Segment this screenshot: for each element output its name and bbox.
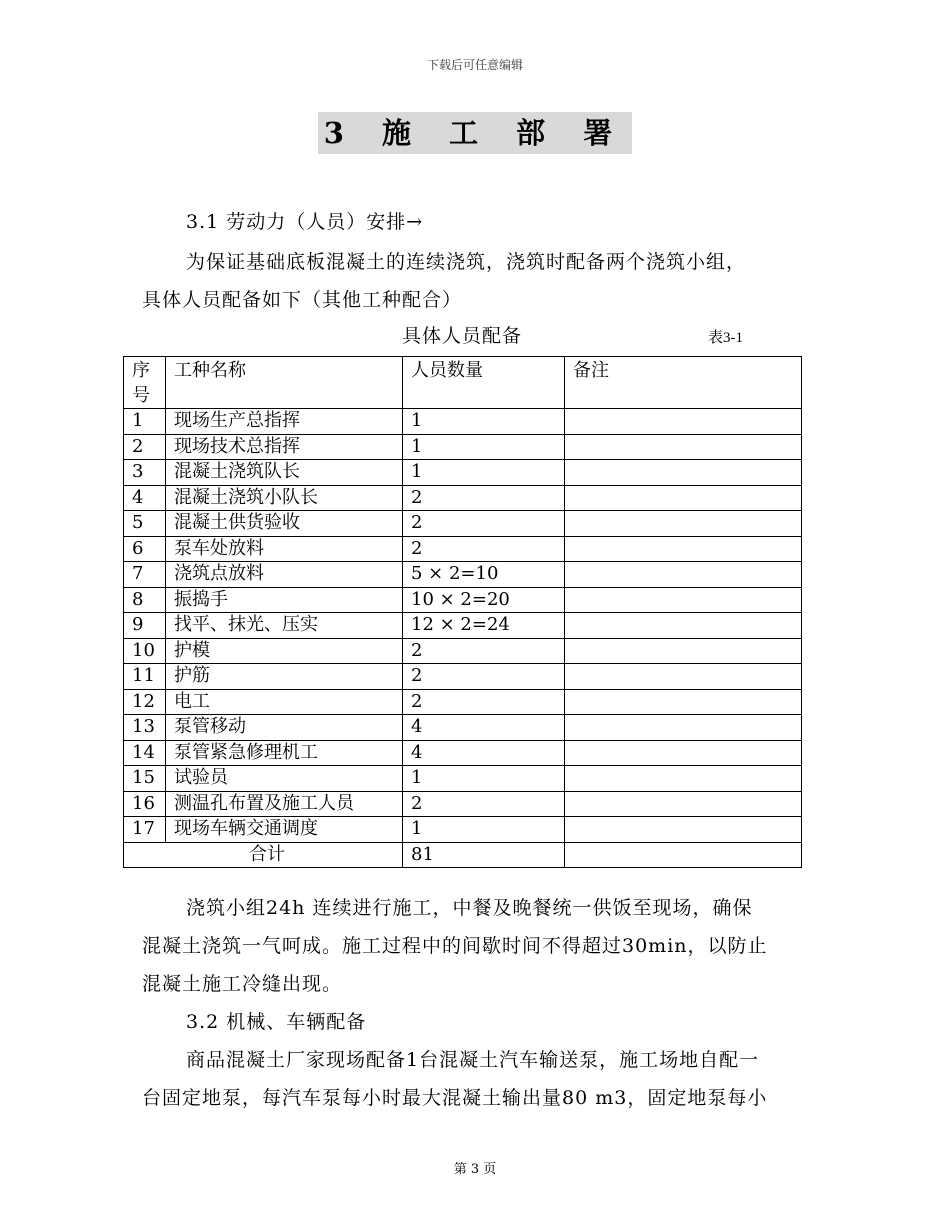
cell-note	[565, 460, 802, 486]
cell-count: 2	[403, 638, 565, 664]
cell-no: 3	[124, 460, 166, 486]
header-note: 下载后可任意编辑	[426, 58, 523, 72]
cell-type: 护筋	[166, 664, 403, 690]
cell-count: 2	[403, 664, 565, 690]
cell-note	[565, 434, 802, 460]
section-3-2-line-2: 台固定地泵，每汽车泵每小时最大混凝土输出量80 m3，固定地泵每小	[142, 1087, 768, 1109]
staff-table	[123, 356, 802, 868]
table-caption: 具体人员配备	[402, 325, 523, 347]
cell-no: 1	[124, 409, 166, 435]
table-row	[124, 536, 802, 562]
cell-count: 2	[403, 485, 565, 511]
cell-note	[565, 613, 802, 639]
cell-no: 16	[124, 791, 166, 817]
cell-note	[565, 817, 802, 843]
cell-note	[565, 536, 802, 562]
header-type: 工种名称	[166, 357, 403, 409]
cell-no: 17	[124, 817, 166, 843]
cell-count: 1	[403, 766, 565, 792]
intro-paragraph-line-1: 为保证基础底板混凝土的连续浇筑，浇筑时配备两个浇筑小组，	[186, 251, 747, 273]
table-total-row	[124, 842, 802, 868]
total-value: 81	[403, 842, 565, 868]
cell-note	[565, 562, 802, 588]
cell-note	[565, 740, 802, 766]
cell-no: 7	[124, 562, 166, 588]
cell-count: 2	[403, 791, 565, 817]
cell-type: 试验员	[166, 766, 403, 792]
cell-type: 现场技术总指挥	[166, 434, 403, 460]
table-row	[124, 409, 802, 435]
header-no: 序号	[124, 357, 166, 409]
cell-type: 振捣手	[166, 587, 403, 613]
cell-count: 1	[403, 409, 565, 435]
table-row	[124, 715, 802, 741]
cell-type: 现场车辆交通调度	[166, 817, 403, 843]
cell-note	[565, 638, 802, 664]
page-title: 3 施 工 部 署	[318, 112, 633, 154]
cell-type: 泵管移动	[166, 715, 403, 741]
table-row	[124, 664, 802, 690]
cell-type: 现场生产总指挥	[166, 409, 403, 435]
header-count: 人员数量	[403, 357, 565, 409]
page-footer: 第 3 页	[453, 1162, 497, 1177]
cell-type: 泵车处放料	[166, 536, 403, 562]
cell-note	[565, 689, 802, 715]
cell-count: 5 × 2=10	[403, 562, 565, 588]
section-3-2-line-1: 商品混凝土厂家现场配备1台混凝土汽车输送泵，施工场地自配一	[186, 1049, 760, 1071]
cell-note	[565, 715, 802, 741]
cell-type: 混凝土供货验收	[166, 511, 403, 537]
cell-note	[565, 511, 802, 537]
cell-type: 电工	[166, 689, 403, 715]
table-row	[124, 766, 802, 792]
total-note	[565, 842, 802, 868]
section-3-1-heading: 3.1 劳动力（人员）安排→	[186, 211, 424, 233]
cell-no: 11	[124, 664, 166, 690]
cell-type: 泵管紧急修理机工	[166, 740, 403, 766]
cell-no: 4	[124, 485, 166, 511]
table-row	[124, 434, 802, 460]
table-row	[124, 791, 802, 817]
paragraph-line-3: 混凝土施工冷缝出现。	[142, 973, 343, 995]
cell-no: 2	[124, 434, 166, 460]
table-row	[124, 485, 802, 511]
cell-count: 12 × 2=24	[403, 613, 565, 639]
table-row	[124, 689, 802, 715]
cell-no: 10	[124, 638, 166, 664]
intro-paragraph-line-2: 具体人员配备如下（其他工种配合）	[142, 289, 463, 311]
table-row	[124, 562, 802, 588]
cell-type: 护模	[166, 638, 403, 664]
header-note: 备注	[565, 357, 802, 409]
title-container	[0, 112, 950, 154]
cell-count: 4	[403, 715, 565, 741]
cell-count: 1	[403, 434, 565, 460]
cell-note	[565, 409, 802, 435]
table-row	[124, 740, 802, 766]
cell-count: 4	[403, 740, 565, 766]
table-row	[124, 460, 802, 486]
table-row	[124, 587, 802, 613]
cell-note	[565, 485, 802, 511]
table-row	[124, 638, 802, 664]
cell-note	[565, 791, 802, 817]
cell-no: 8	[124, 587, 166, 613]
section-3-2-heading: 3.2 机械、车辆配备	[186, 1011, 367, 1033]
cell-no: 13	[124, 715, 166, 741]
paragraph-line-2: 混凝土浇筑一气呵成。施工过程中的间歇时间不得超过30min，以防止	[142, 935, 768, 957]
cell-type: 找平、抹光、压实	[166, 613, 403, 639]
cell-no: 14	[124, 740, 166, 766]
cell-count: 1	[403, 817, 565, 843]
cell-type: 测温孔布置及施工人员	[166, 791, 403, 817]
cell-type: 浇筑点放料	[166, 562, 403, 588]
cell-count: 2	[403, 511, 565, 537]
cell-count: 10 × 2=20	[403, 587, 565, 613]
table-number: 表3-1	[708, 330, 743, 346]
cell-note	[565, 587, 802, 613]
cell-count: 2	[403, 689, 565, 715]
cell-no: 12	[124, 689, 166, 715]
cell-no: 9	[124, 613, 166, 639]
table-header-row	[124, 357, 802, 409]
table-row	[124, 817, 802, 843]
cell-note	[565, 664, 802, 690]
cell-type: 混凝土浇筑小队长	[166, 485, 403, 511]
cell-no: 5	[124, 511, 166, 537]
paragraph-line-1: 浇筑小组24h 连续进行施工，中餐及晚餐统一供饭至现场，确保	[186, 897, 753, 919]
cell-note	[565, 766, 802, 792]
cell-count: 2	[403, 536, 565, 562]
cell-count: 1	[403, 460, 565, 486]
table-row	[124, 613, 802, 639]
total-label: 合计	[124, 842, 403, 868]
table-row	[124, 511, 802, 537]
cell-no: 15	[124, 766, 166, 792]
cell-type: 混凝土浇筑队长	[166, 460, 403, 486]
cell-no: 6	[124, 536, 166, 562]
